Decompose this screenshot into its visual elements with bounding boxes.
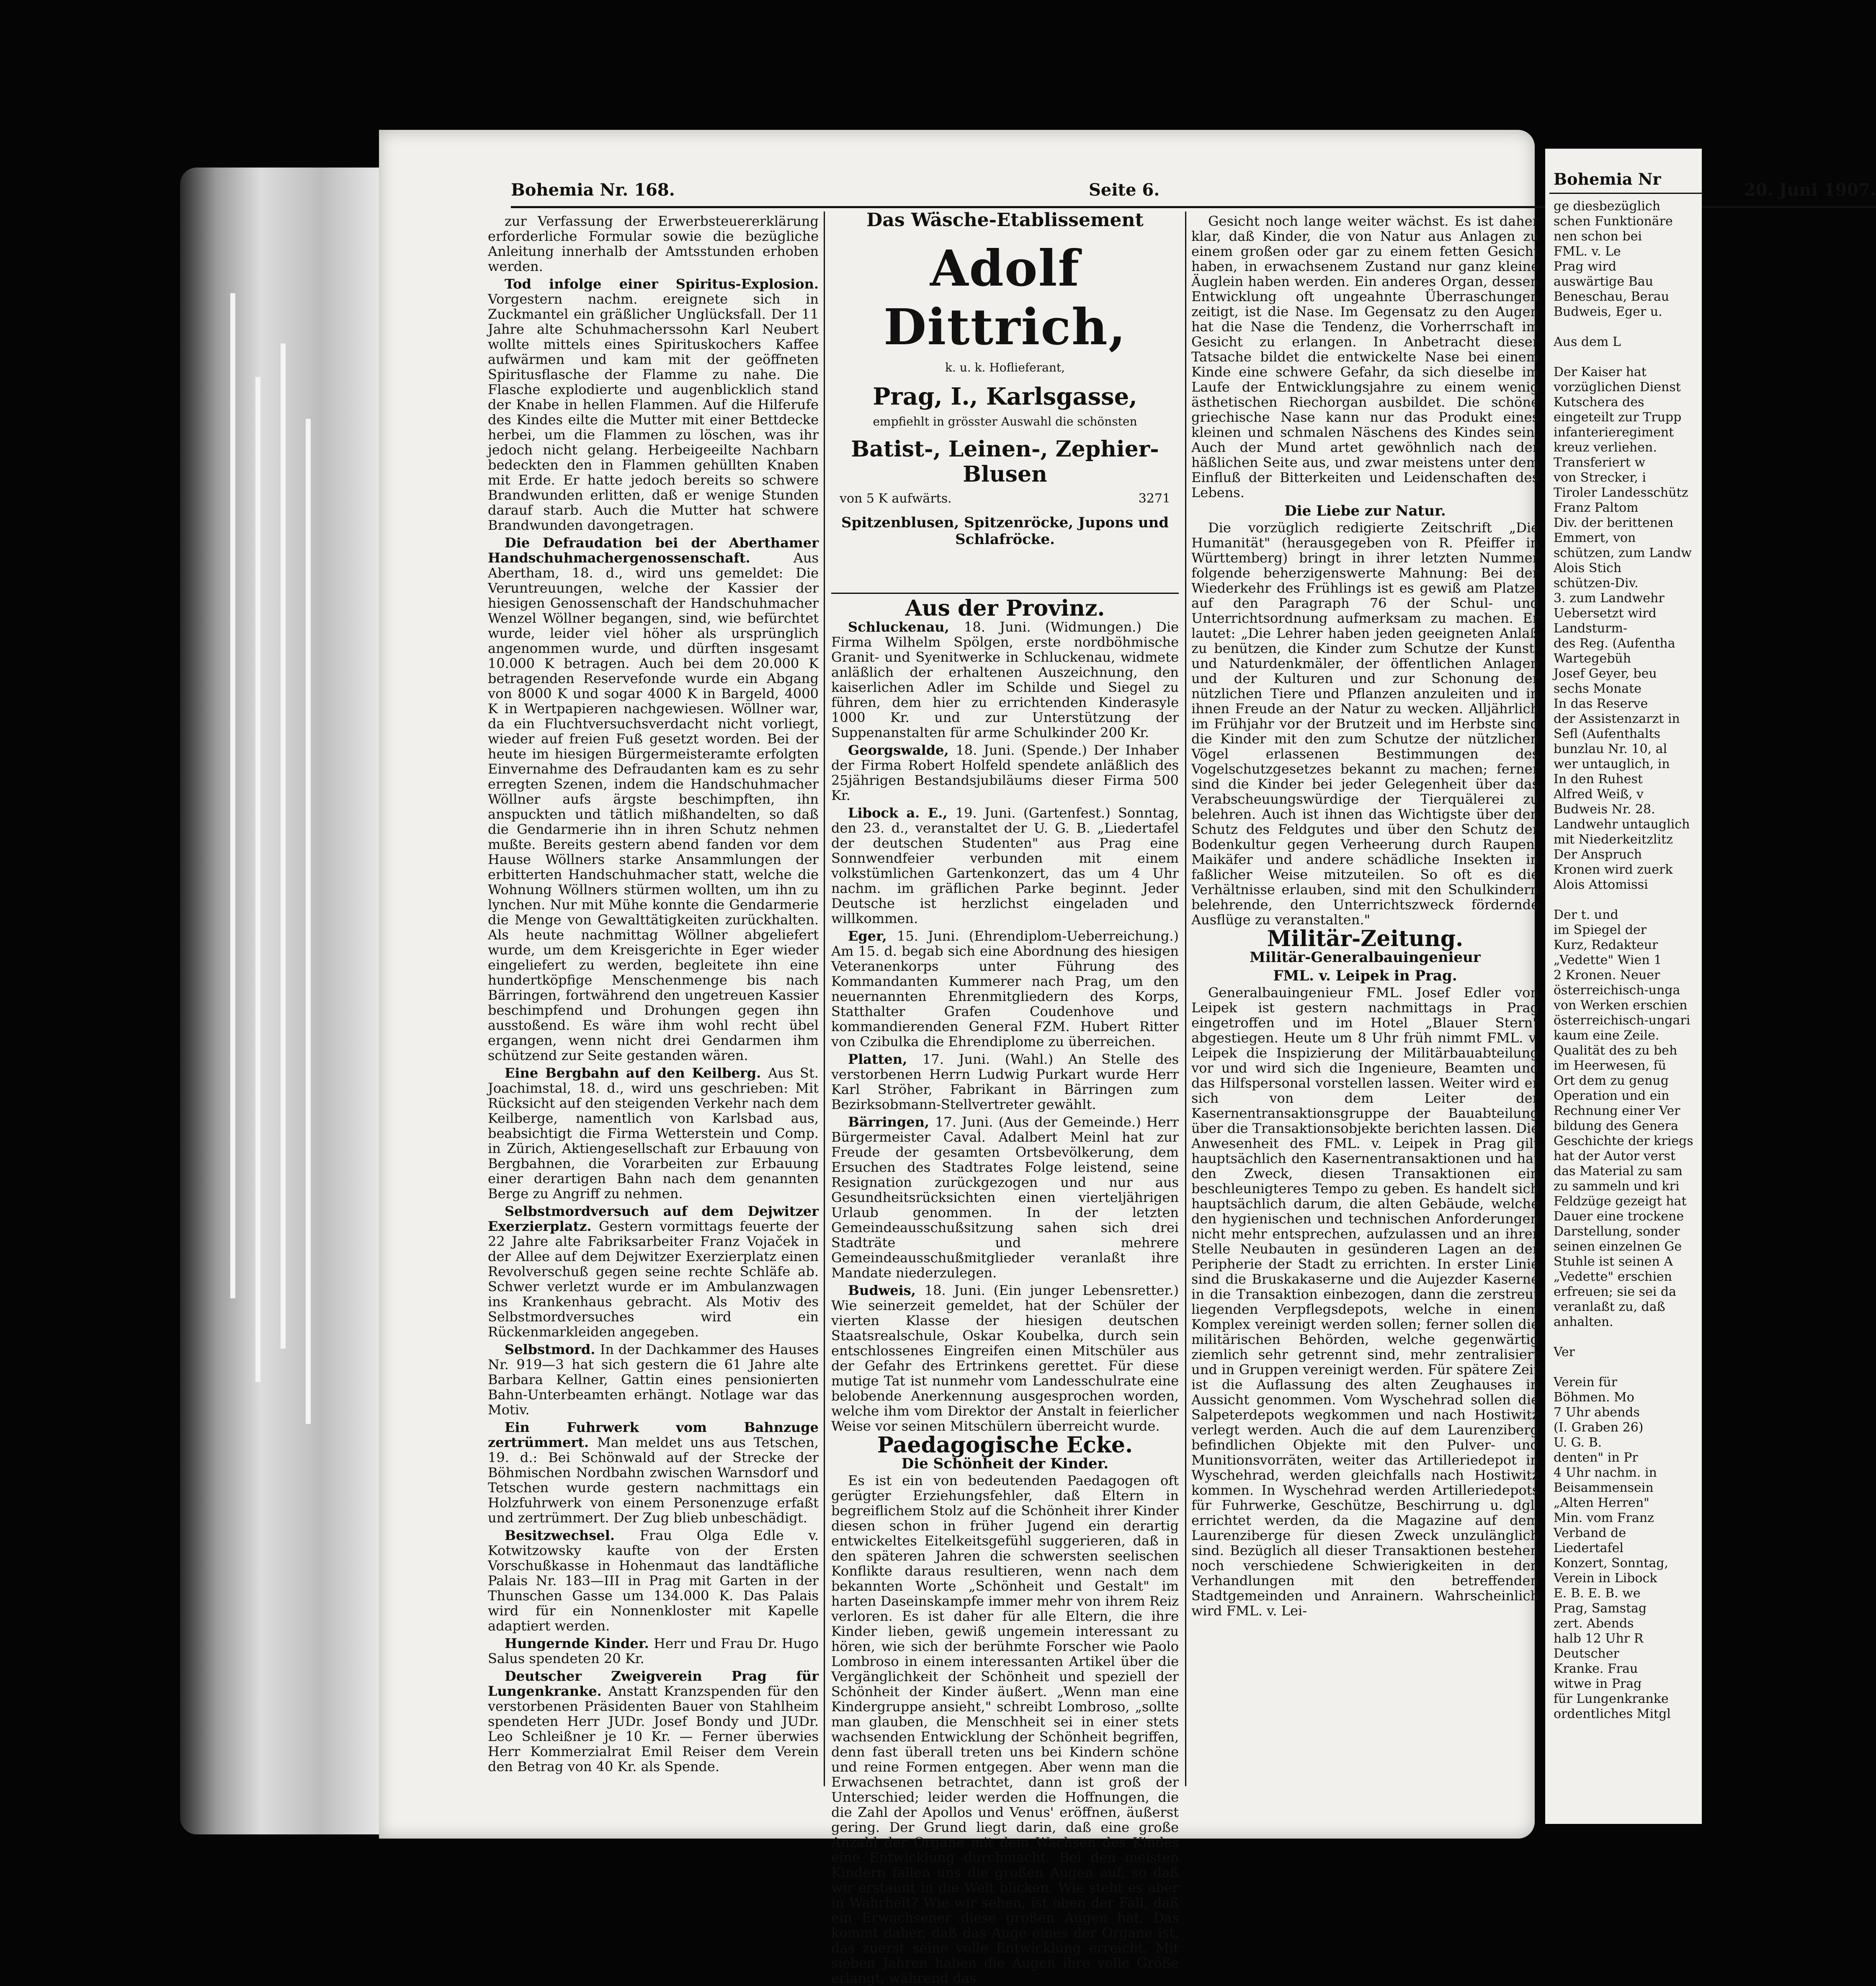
adjacent-text-line: denten" in Pr bbox=[1554, 1450, 1638, 1465]
adjacent-text-line: U. G. B. bbox=[1554, 1435, 1602, 1450]
ad-line-5: empfiehlt in grösster Auswahl die schönsten bbox=[873, 415, 1137, 428]
adjacent-text-line: Verein in Libock bbox=[1554, 1571, 1657, 1586]
article-subtitle: Die Liebe zur Natur. bbox=[1284, 503, 1446, 519]
adjacent-text-line: „Alten Herren" bbox=[1554, 1496, 1649, 1510]
article-text: Es ist ein von bedeutenden Paedagogen oft gerügter Erziehungsfehler, daß Eltern in begreiflichem Stolz auf die Schönheit ihrer Kinder diesen schon in früher Jugend ein derartig entwickeltes Eitelkeitsgefühl suggerieren, daß in den späteren Jahren die schwersten seelischen Konflikte daraus resultieren, wenn nach dem bekannten Worte „Schönheit und Gestalt" im harten Daseinskampfe immer mehr von ihrem Reiz verloren. Es ist daher für alle Eltern, die ihre Kinder lieben, gewiß ungemein interessant zu hören, wie sich der berühmte Forscher wie Paolo Lombroso in einem interessanten Artikel über die Vergänglichkeit der Schönheit und speziell der Schönheit der Kinder äußert. „Wenn man eine Kindergruppe ansieht," schreibt Lombroso, „sollte man glauben, die Menschheit sei in einer stets wachsenden Entwicklung der Schönheit begriffen, denn fast überall treten uns bei Kindern schöne und reine Formen entgegen. Aber wenn man die Erwachsenen betrachtet, dann ist groß der Unterschied; leider werden die Hoffnungen, die die Zahl der Apollos und Venus' eröffnen, äußerst gering. Der Grund liegt darin, daß eine große Anzahl der Organe mit dem Wachsen des Kindes eine Entwicklung durchmacht. Bei den meisten Kindern fallen uns die großen Augen auf, so daß wir erstaunt in die Welt blicken. Wie steht es aber in Wahrheit? Wie wir sehen, ist oben der Fall, daß ein Erwachsener diese großen Augen hat. Das kommt daher, daß das Auge eines der Organe ist, das zuerst seine volle Entwicklung erreicht. Mit sieben Jahren haben die Augen ihre volle Größe erlangt, während das bbox=[831, 1473, 1179, 1986]
adjacent-text-line: Kranke. Frau bbox=[1554, 1661, 1638, 1676]
adjacent-text-line: Feldzüge gezeigt hat bbox=[1554, 1194, 1687, 1209]
article-text: 17. Juni. (Wahl.) An Stelle des verstorbenen Herrn Ludwig Purkart wurde Herr Karl Ströher, Fabrikant in Bärringen zum Bezirksobmann-Stellvertreter gewählt. bbox=[831, 1051, 1179, 1112]
article-paragraph bbox=[831, 1052, 1179, 1112]
adjacent-text-line: schützen, zum Landw bbox=[1554, 546, 1692, 560]
adjacent-text-line: Sefl (Aufenthalts bbox=[1554, 727, 1661, 741]
article-paragraph bbox=[831, 1473, 1179, 1986]
adjacent-text-line: bunzlau Nr. 10, al bbox=[1554, 742, 1667, 756]
adjacent-text-line: schützen-Div. bbox=[1554, 576, 1639, 591]
article-headline: Platten, bbox=[848, 1051, 923, 1067]
adjacent-text-line: Geschichte der kriegs bbox=[1554, 1134, 1693, 1148]
adjacent-text-line: Kurz, Redakteur bbox=[1554, 938, 1658, 952]
adjacent-text-line: Kronen wird zuerk bbox=[1554, 862, 1673, 877]
adjacent-text-line: bildung des Genera bbox=[1554, 1119, 1678, 1133]
ad-line-1: Das Wäsche-Etablissement bbox=[866, 209, 1144, 231]
book-edge-left bbox=[180, 168, 381, 1834]
adjacent-text-line: Darstellung, sonder bbox=[1554, 1224, 1680, 1239]
adjacent-text-line: das Material zu sam bbox=[1554, 1164, 1683, 1179]
article-text: Herr und Frau Dr. Hugo Salus spendeten 20 Kr. bbox=[488, 1635, 819, 1666]
article-text: 18. Juni. (Widmungen.) Die Firma Wilhelm Spölgen, erste nordböhmische Granit- und Syenitwerke in Schluckenau, widmete anläßlich der erhaltenen Auszeichnung, den kaiserlichen Adler im Schilde und Siegel zu führen, dem hier zu errichtenden Kinderasyle 1000 Kr. und zur Unterstützung der Suppenanstalten für arme Schulkinder 200 Kr. bbox=[831, 619, 1179, 740]
adjacent-text-line: des Reg. (Aufentha bbox=[1554, 636, 1675, 651]
adjacent-page-fragment bbox=[1545, 149, 1702, 1824]
adjacent-text-line: ordentliches Mitgl bbox=[1554, 1707, 1671, 1721]
adjacent-text-line: kreuz verliehen. bbox=[1554, 440, 1657, 455]
masthead-date: 20. Juni 1907. bbox=[1744, 180, 1876, 200]
article-headline: Deutscher Zweigverein Prag für Lungenkranke. bbox=[488, 1668, 819, 1699]
ad-company-name: Adolf Dittrich, bbox=[884, 239, 1126, 356]
adjacent-text-line: Uebersetzt wird bbox=[1554, 606, 1657, 621]
adjacent-text-line: im Heerwesen, fü bbox=[1554, 1058, 1666, 1073]
column-right bbox=[1191, 214, 1539, 1788]
adjacent-text-line: ge diesbezüglich bbox=[1554, 199, 1661, 214]
adjacent-text-line: Verein für bbox=[1554, 1375, 1617, 1390]
adjacent-text-line: Budweis Nr. 28. bbox=[1554, 802, 1655, 817]
adjacent-text-line: (I. Graben 26) bbox=[1554, 1420, 1644, 1435]
adjacent-text-line: E. B. E. B. we bbox=[1554, 1586, 1641, 1601]
adjacent-text-line: In den Ruhest bbox=[1554, 772, 1643, 787]
article-subtitle: Militär-Generalbauingenieur bbox=[1250, 949, 1481, 966]
article-paragraph bbox=[831, 1114, 1179, 1280]
adjacent-text-line bbox=[1554, 892, 1696, 908]
article-text: Vorgestern nachm. ereignete sich in Zuckmantel ein gräßlicher Unglücksfall. Der 11 Jahre alte Schuhmacherssohn Karl Neubert wollte mittels eines Spirituskochers Kaffee aufwärmen und kam mit der geöffneten Spiritusflasche der Flamme zu nahe. Die Flasche explodierte und augenblicklich stand der Knabe in hellen Flammen. Auf die Hilferufe des Kindes eilte die Mutter mit einer Bettdecke herbei, um die Flammen zu löschen, was ihr jedoch nicht gelang. Herbeigeeilte Nachbarn bedeckten den in Flammen gehüllten Knaben mit Erde. Er hatte jedoch bereits so schwere Brandwunden erlitten, daß er wenige Stunden darauf starb. Auch die Mutter hat schwere Brandwunden davongetragen. bbox=[488, 291, 819, 533]
adjacent-text-line: infanterieregiment bbox=[1554, 425, 1674, 440]
article-headline: Ein Fuhrwerk vom Bahnzuge zertrümmert. bbox=[488, 1419, 819, 1450]
article-paragraph bbox=[488, 1669, 819, 1774]
article-paragraph bbox=[488, 1342, 819, 1417]
article-paragraph bbox=[831, 619, 1179, 740]
adjacent-text-line: wer untauglich, in bbox=[1554, 757, 1670, 771]
adjacent-text-line: Transferiert w bbox=[1554, 455, 1646, 470]
adjacent-text-line: Operation und ein bbox=[1554, 1088, 1670, 1103]
article-headline: Georgswalde, bbox=[848, 742, 956, 758]
adjacent-text-line: Der Anspruch bbox=[1554, 847, 1642, 862]
adjacent-text-line: der Assistenzarzt in bbox=[1554, 712, 1680, 726]
adjacent-text-line: Böhmen. Mo bbox=[1554, 1390, 1634, 1405]
article-paragraph bbox=[831, 929, 1179, 1049]
article-headline: Die Defraudation bei der Aberthamer Handschuhmachergenossenschaft. bbox=[488, 535, 819, 566]
article-headline: Selbstmordversuch auf dem Dejwitzer Exerzierplatz. bbox=[488, 1203, 819, 1234]
adjacent-text-line: österreichisch-unga bbox=[1554, 983, 1680, 998]
adjacent-text-line bbox=[1554, 320, 1696, 335]
section-title: Paedagogische Ecke. bbox=[877, 1432, 1133, 1458]
article-headline: Eine Bergbahn auf den Keilberg. bbox=[505, 1065, 768, 1081]
article-text: zur Verfassung der Erwerbsteuererklärung erforderliche Formular sowie die bezügliche Anleitung innerhalb der Amtsstunden erhoben werden. bbox=[488, 213, 819, 274]
page-edge-stripe bbox=[281, 343, 286, 1349]
adjacent-text-line: Liedertafel bbox=[1554, 1541, 1623, 1555]
article-paragraph bbox=[488, 1065, 819, 1201]
adjacent-text-line: Beneschau, Berau bbox=[1554, 289, 1670, 304]
adjacent-text-line: Ort dem zu genug bbox=[1554, 1073, 1669, 1088]
article-text: 17. Juni. (Aus der Gemeinde.) Herr Bürgermeister Cavaĺ. Adalbert Meinl hat zur Freude der gesamten Ortsbevölkerung, dem Ersuchen des Stadtrates Folge leistend, seine Resignation zurückgezogen und nur aus Gesundheitsrücksichten einen vierteljährigen Urlaub genommen. In der letzten Gemeindeausschußsitzung sahen sich drei Stadträte und mehrere Gemeindeausschußmitglieder veranlaßt ihre Mandate niederzulegen. bbox=[831, 1114, 1179, 1281]
article-subtitle: Die Schönheit der Kinder. bbox=[901, 1455, 1109, 1472]
adjacent-text-line: Landwehr untauglich bbox=[1554, 817, 1690, 832]
adjacent-text-line: anhalten. bbox=[1554, 1315, 1613, 1329]
adjacent-text-line: Alois Attomissi bbox=[1554, 877, 1648, 892]
column-middle bbox=[831, 596, 1179, 1986]
adjacent-text-line: Stuhle ist seinen A bbox=[1554, 1254, 1673, 1269]
adjacent-text-line: Der t. und bbox=[1554, 908, 1618, 922]
adjacent-text-line: Rechnung einer Ver bbox=[1554, 1104, 1680, 1118]
adjacent-text-line: zert. Abends bbox=[1554, 1616, 1634, 1631]
article-headline: Bärringen, bbox=[848, 1114, 935, 1130]
adjacent-text-line: vorzüglichen Dienst bbox=[1554, 380, 1681, 395]
adjacent-text-line: seinen einzelnen Ge bbox=[1554, 1239, 1682, 1254]
adjacent-text-line: von Strecker, i bbox=[1554, 470, 1647, 485]
adjacent-text-line: Prag wird bbox=[1554, 259, 1616, 274]
article-text: Gestern vormittags feuerte der 22 Jahre alte Fabriksarbeiter Franz Vojaček in der Allee auf dem Dejwitzer Exerzierplatz einen Revolverschuß gegen seine rechte Schläfe ab. Schwer verletzt wurde er im Ambulanzwagen ins Krankenhaus gebracht. Als Motiv des Selbstmordversuches wird ein Rückenmarkleiden angegeben. bbox=[488, 1218, 819, 1340]
article-text: In der Dachkammer des Hauses Nr. 919—3 hat sich gestern die 61 Jahre alte Barbara Kellner, Gattin eines pensionierten Bahn-Unterbeamten erhängt. Notlage war das Motiv. bbox=[488, 1341, 819, 1418]
adjacent-text-line: Min. vom Franz bbox=[1554, 1511, 1654, 1525]
adjacent-text-line: Alois Stich bbox=[1554, 561, 1622, 575]
adjacent-text-line: Prag, Samstag bbox=[1554, 1601, 1647, 1616]
column-divider bbox=[824, 211, 825, 1786]
article-headline: Budweis, bbox=[848, 1282, 925, 1298]
adjacent-text-line: witwe in Prag bbox=[1554, 1676, 1642, 1691]
article-text: Aus St. Joachimstal, 18. d., wird uns geschrieben: Mit Rücksicht auf den steigenden Verkehr nach dem Keilberge, namentlich von Karlsbad aus, beabsichtigt die Firma Wetterstein und Comp. in Zürich, Aktiengesellschaft zur Erbauung von Bergbahnen, die Vorarbeiten zur Erbauung einer derartigen Bahn nach dem genannten Berge zu Angriff zu nehmen. bbox=[488, 1065, 819, 1202]
adjacent-text-line: von Werken erschien bbox=[1554, 998, 1688, 1013]
adjacent-text-line: Dauer eine trockene bbox=[1554, 1209, 1684, 1224]
adjacent-text-line bbox=[1554, 1330, 1696, 1345]
ad-address: Prag, I., Karlsgasse, bbox=[873, 383, 1137, 410]
section-title: Aus der Provinz. bbox=[905, 596, 1105, 621]
article-paragraph bbox=[488, 1420, 819, 1525]
ad-reference: 3271 bbox=[1138, 491, 1170, 506]
article-paragraph bbox=[831, 805, 1179, 926]
adjacent-text-line: Qualität des zu beh bbox=[1554, 1043, 1678, 1058]
article-text: 19. Juni. (Gartenfest.) Sonntag, den 23. d., veranstaltet der U. G. B. „Liedertafel der deutschen Studenten" aus Prag eine Sonnwendfeier verbunden mit einem volkstümlichen Gartenkonzert, das um 4 Uhr nachm. im gräflichen Parke beginnt. Jeder Deutsche ist herzlichst eingeladen und willkommen. bbox=[831, 805, 1179, 926]
article-text: Generalbauingenieur FML. Josef Edler von Leipek ist gestern nachmittags in Prag eingetroffen und im Hotel „Blauer Stern" abgestiegen. Heute um 8 Uhr früh nimmt FML. v. Leipek die Inspizierung der Militärbauabteilung vor und wird sich die Ingenieure, Beamten und das Hilfspersonal vorstellen lassen. Weiter wird er sich von dem Leiter der Kasernentransaktionsgruppe der Bauabteilung über die Transaktionsobjekte berichten lassen. Die Anwesenheit des FML. v. Leipek in Prag gilt hauptsächlich den Kasernentransaktionen und hat den Zweck, diesen Transaktionen ein beschleunigteres Tempo zu geben. Es handelt sich hauptsächlich darum, die alten Gebäude, welche den hygienischen und technischen Anforderungen nicht mehr entsprechen, aufzulassen und an ihrer Stelle Neubauten in gesünderen Lagen an der Peripherie der Stadt zu errichten. In erster Linie sind die Bruskakaserne und die Aujezder Kaserne in die Transaktion einbezogen, dann die zerstreut liegenden Verpflegsdepots, welche in einem Komplex vereinigt werden sollen; ferner sollen die militärischen Behörden, welche gegenwärtig ziemlich sehr getrennt sind, mehr zentralisiert und in Gruppen vereinigt werden. Für spätere Zeit ist die Auflassung des alten Zeughauses in Aussicht genommen. Vom Wyschehrad sollen die Salpeterdepots wegkommen und nach Hostiwitz verlegt werden. Auch die auf dem Laurenziberg befindlichen Objekte mit den Pulver- und Munitionsvorräten, weiter das Artilleriedepot in Wyschehrad, werden gleichfalls nach Hostiwitz kommen. In Wyschehrad werden Artilleriedepots für Fuhrwerke, Geschütze, Beschirrung u. dgl. errichtet werden, da die Magazine auf dem Laurenziberge für diesen Zweck unzulänglich sind. Bezüglich all dieser Transaktionen bestehen noch verschiedene Schwierigkeiten in den Verhandlungen mit den betreffenden Stadtgemeinden und Anrainern. Wahrscheinlich wird FML. v. Lei- bbox=[1191, 985, 1539, 1619]
adjacent-text-line: halb 12 Uhr R bbox=[1554, 1631, 1644, 1646]
article-text: Man meldet uns aus Tetschen, 19. d.: Bei Schönwald auf der Strecke der Böhmischen Nordbahn zwischen Warnsdorf und Tetschen wurde gestern nachmittags ein Holzfuhrwerk von einem Personenzuge erfaßt und zertrümmert. Der Zug blieb unbeschädigt. bbox=[488, 1434, 819, 1526]
section-title: Militär-Zeitung. bbox=[1267, 926, 1464, 952]
page-edge-stripe bbox=[255, 377, 260, 1382]
ad-line-3: k. u. k. Hoflieferant, bbox=[945, 361, 1065, 374]
adjacent-text-line: Budweis, Eger u. bbox=[1554, 304, 1662, 319]
ad-footer: Spitzenblusen, Spitzenröcke, Jupons und Schlafröcke. bbox=[841, 514, 1169, 548]
article-paragraph bbox=[488, 1528, 819, 1633]
article-headline: Besitzwechsel. bbox=[505, 1527, 640, 1543]
adjacent-masthead-rule bbox=[1549, 193, 1702, 194]
article-paragraph bbox=[488, 1636, 819, 1666]
adjacent-masthead: Bohemia Nr bbox=[1554, 170, 1661, 188]
article-subtitle: FML. v. Leipek in Prag. bbox=[1273, 967, 1457, 984]
article-headline: Eger, bbox=[848, 928, 897, 944]
article-paragraph bbox=[1191, 520, 1539, 927]
article-paragraph bbox=[488, 214, 819, 274]
adjacent-text-line: mit Niederkeitzlitz bbox=[1554, 832, 1673, 847]
page-edge-stripe bbox=[306, 419, 311, 1424]
article-paragraph bbox=[1191, 985, 1539, 1618]
adjacent-text-line: kaum eine Zeile. bbox=[1554, 1028, 1660, 1043]
adjacent-text-line: Emmert, von bbox=[1554, 531, 1636, 545]
masthead-page-number: Seite 6. bbox=[1089, 180, 1160, 200]
adjacent-text-line: Verband de bbox=[1554, 1526, 1626, 1540]
adjacent-text-line bbox=[1554, 1360, 1696, 1375]
adjacent-text-line: Deutscher bbox=[1554, 1646, 1619, 1661]
article-paragraph bbox=[831, 1283, 1179, 1434]
adjacent-text-line: zu sammeln und kri bbox=[1554, 1179, 1680, 1194]
adjacent-text-line: Franz Paltom bbox=[1554, 500, 1639, 515]
adjacent-text-line: Alfred Weiß, v bbox=[1554, 787, 1644, 802]
adjacent-text-line: „Vedette" erschien bbox=[1554, 1269, 1672, 1284]
article-headline: Hungernde Kinder. bbox=[505, 1635, 654, 1651]
article-headline: Selbstmord. bbox=[505, 1341, 600, 1357]
adjacent-text-line: Konzert, Sonntag, bbox=[1554, 1556, 1668, 1571]
article-text: Die vorzüglich redigierte Zeitschrift „Die Humanität" (herausgegeben von R. Pfeiffer in Württemberg) bringt in ihrer letzten Nummer folgende beherzigenswerte Mahnung: Bei der Wiederkehr des Frühlings ist es gewiß am Platze, auf den Paragraph 76 der Schul- und Unterrichtsordnung aufmerksam zu machen. Er lautet: „Die Lehrer haben jeden geeigneten Anlaß zu benützen, die Kinder zum Schutze der Kunst- und Naturdenkmäler, der öffentlichen Anlagen und der Kulturen und zur Schonung der nützlichen Tiere und Pflanzen anzuleiten und in ihnen Freude an der Natur zu wecken. Alljährlich im Frühjahr vor der Brutzeit und im Herbste sind die Kinder mit den zum Schutze der nützlichen Vögel erlassenen Bestimmungen des Vogelschutzgesetzes bekannt zu machen; ferner sind die Kinder bei jeder Gelegenheit über das Verabscheuungswürdige der Tierquälerei zu belehren. Auch ist ihnen das Wichtigste über den Schutz des Feldgutes und über den Schutz der Bodenkultur gegen Verheerung durch Raupen, Maikäfer und andere schädliche Insekten in faßlicher Weise mitzuteilen. So oft es die Verhältnisse erlauben, sind mit den Schulkindern belehrende, den Unterrichtszweck fördernde Ausflüge zu veranstalten." bbox=[1191, 520, 1539, 928]
adjacent-text-line: „Vedette" Wien 1 bbox=[1554, 953, 1662, 967]
ad-price: von 5 K aufwärts. bbox=[840, 491, 952, 506]
article-headline: Tod infolge einer Spiritus-Explosion. bbox=[505, 276, 819, 292]
adjacent-text-line: 4 Uhr nachm. in bbox=[1554, 1465, 1657, 1480]
adjacent-text-line: erfreuen; sie sei da bbox=[1554, 1284, 1676, 1299]
article-paragraph bbox=[488, 1204, 819, 1339]
adjacent-text-line: 2 Kronen. Neuer bbox=[1554, 968, 1660, 983]
article-text: 15. Juni. (Ehrendiplom-Ueberreichung.) Am 15. d. begab sich eine Abordnung des hiesigen Veteranenkorps unter Führung des Kommandanten Kummerer nach Prag, um den neuernannten Ehrenmitgliedern des Korps, Statthalter Grafen Coudenhove und kommandierenden General FZM. Hubert Ritter von Czibulka die Ehrendiplome zu überreichen. bbox=[831, 928, 1179, 1050]
adjacent-text-line: nen schon bei bbox=[1554, 229, 1642, 244]
advertisement-dittrich bbox=[831, 205, 1179, 591]
adjacent-text-line: Landsturm- bbox=[1554, 621, 1628, 636]
adjacent-text-column bbox=[1554, 199, 1696, 1749]
adjacent-text-line: Div. der berittenen bbox=[1554, 516, 1674, 530]
article-headline: Schluckenau, bbox=[848, 619, 964, 635]
adjacent-text-line: österreichisch-ungari bbox=[1554, 1013, 1690, 1028]
ad-bottom-rule bbox=[831, 593, 1179, 594]
column-left bbox=[488, 214, 819, 1788]
adjacent-text-line: für Lungenkranke bbox=[1554, 1692, 1669, 1706]
adjacent-text-line: Kutschera des bbox=[1554, 395, 1644, 410]
article-text: Frau Olga Edle v. Kotwitzowsky kaufte von der Ersten Vorschußkasse in Hohenmaut das landtäfliche Palais Nr. 183—III in Prag mit Garten in der Thunschen Gasse um 134.000 K. Das Palais wird für ein Nonnenkloster mit Kapelle adaptiert werden. bbox=[488, 1527, 819, 1634]
article-paragraph bbox=[831, 743, 1179, 803]
adjacent-text-line: Tiroler Landesschütz bbox=[1554, 485, 1688, 500]
adjacent-text-line: auswärtige Bau bbox=[1554, 274, 1653, 289]
article-text: Aus Abertham, 18. d., wird uns gemeldet: Die Veruntreuungen, welche der Kassier der hiesigen Genossenschaft der Handschuhmacher Wenzel Wöllner begangen, sind, wie befürchtet wurde, leider viel höher als ursprünglich angenommen wurde, und dürften insgesamt 10.000 K betragen. Auch bei dem 20.000 K betragenden Reservefonde wurde ein Abgang von 8000 K und sogar 4000 K in Bargeld, 4000 K in Wertpapieren nachgewiesen. Wöllner war, da ein Fluchtversuchsverdacht nicht vorliegt, wieder auf freien Fuß gesetzt worden. Bei der heute im hiesigen Bürgermeisteramte erfolgten Einvernahme des Defraudanten kam es zu sehr erregten Szenen, indem die Handschuhmacher Wöllner aufs ärgste beschimpften, ihn anspuckten und tätlich mißhandelten, so daß die Gendarmerie ihn in ihren Schutz nehmen mußte. Bereits gestern abend fanden vor dem Hause Wöllners starke Ansammlungen der erbitterten Handschuhmacher statt, welche die Wohnung Wöllners stürmen wollten, um ihn zu lynchen. Nur mit Mühe konnte die Gendarmerie die Menge von Gewalttätigkeiten zurückhalten. Als heute nachmittag Wöllner abgeliefert wurde, um dem Kreisgerichte in Eger wieder eingeliefert zu werden, begleitete ihn eine hundertköpfige Menschenmenge bis nach Bärringen, fortwährend den ungetreuen Kassier beschimpfend und Drohungen gegen ihn ausstoßend. Es wäre ihm wohl recht übel ergangen, wenn nicht drei Gendarmen ihm schützend zur Seite gestanden wären. bbox=[488, 550, 819, 1063]
adjacent-text-line bbox=[1554, 350, 1696, 365]
adjacent-text-line: 7 Uhr abends bbox=[1554, 1405, 1640, 1420]
adjacent-text-line: schen Funktionäre bbox=[1554, 214, 1673, 229]
adjacent-text-line: Der Kaiser hat bbox=[1554, 365, 1647, 379]
adjacent-text-line: Beisammensein bbox=[1554, 1480, 1654, 1495]
adjacent-text-line: eingeteilt zur Trupp bbox=[1554, 410, 1682, 425]
ad-products: Batist-, Leinen-, Zephier-Blusen bbox=[851, 436, 1159, 487]
adjacent-text-line: Wartegebüh bbox=[1554, 651, 1631, 666]
article-text: 18. Juni. (Ein junger Lebensretter.) Wie seinerzeit gemeldet, hat der Schüler der vierten Klasse der hiesigen deutschen Staatsrealschule, Oskar Koubelka, durch sein entschlossenes Eingreifen einen Mitschüler aus der Gefahr des Ertrinkens gerettet. Für diese mutige Tat ist nunmehr vom Landesschulrate eine belobende Anerkennung ausgesprochen worden, welche ihm vom Direktor der Anstalt in feierlicher Weise vor seinen Mitschülern überreicht wurde. bbox=[831, 1282, 1179, 1434]
ad-price-row bbox=[831, 491, 1179, 506]
article-paragraph bbox=[1191, 214, 1539, 500]
masthead-paper: Bohemia Nr. 168. bbox=[511, 180, 675, 200]
article-paragraph bbox=[488, 276, 819, 533]
adjacent-text-line: sechs Monate bbox=[1554, 681, 1642, 696]
adjacent-text-line: Ver bbox=[1554, 1345, 1575, 1359]
article-paragraph bbox=[488, 535, 819, 1063]
article-text: Gesicht noch lange weiter wächst. Es ist daher klar, daß Kinder, die von Natur aus Anlagen zu einem großen oder gar zu einem fetten Gesicht haben, in erwachsenem Zustand nur ganz kleine Äuglein haben werden. Ein anderes Organ, dessen Entwicklung oft ungeahnte Überraschungen zeitigt, ist die Nase. Im Gegensatz zu den Augen hat die Nase die Tendenz, die Vorherrschaft im Gesicht zu erlangen. In Anbetracht dieser Tatsache bildet die entwickelte Nase bei einem Kinde eine schwere Gefahr, da sich dieselbe im Laufe der Entwicklungsjahre zu einem wenig ästhetischen Riechorgan ausbildet. Die schöne griechische Nase kann nur das Produkt eines kleinen und schmalen Näschens des Kindes sein. Auch der Mund artet gewöhnlich nach der häßlichen Seite aus, und zwar meistens unter dem Einfluß der Bitterkeiten und Leidenschaften des Lebens. bbox=[1191, 213, 1539, 500]
adjacent-text-line: In das Reserve bbox=[1554, 696, 1648, 711]
adjacent-text-line: 3. zum Landwehr bbox=[1554, 591, 1665, 606]
adjacent-text-line: im Spiegel der bbox=[1554, 923, 1647, 937]
article-text: Anstatt Kranzspenden für den verstorbenen Präsidenten Bauer von Stahlheim spendeten Herr JUDr. Josef Bondy und JUDr. Leo Schleißner je 10 Kr. — Ferner überwies Herr Kommerzialrat Emil Reiser dem Verein den Betrag von 40 Kr. als Spende. bbox=[488, 1683, 819, 1775]
article-text: 18. Juni. (Spende.) Der Inhaber der Firma Robert Holfeld spendete anläßlich des 25jährigen Bestandsjubiläums dieser Firma 500 Kr. bbox=[831, 742, 1179, 803]
article-headline: Libock a. E., bbox=[848, 805, 956, 821]
adjacent-text-line: FML. v. Le bbox=[1554, 244, 1621, 259]
page-edge-stripe bbox=[230, 293, 235, 1298]
column-divider bbox=[1185, 211, 1186, 1786]
adjacent-text-line: hat der Autor verst bbox=[1554, 1149, 1676, 1163]
adjacent-text-line: veranlaßt zu, daß bbox=[1554, 1300, 1665, 1314]
adjacent-text-line: Aus dem L bbox=[1554, 335, 1621, 349]
adjacent-text-line: Josef Geyer, beu bbox=[1554, 666, 1657, 681]
